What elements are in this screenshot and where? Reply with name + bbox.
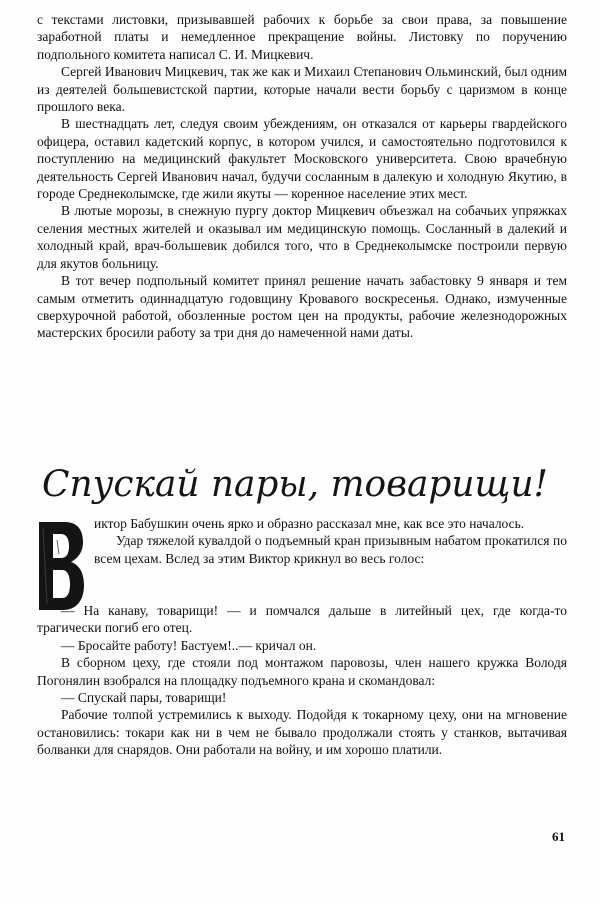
chapter-heading [38, 456, 558, 510]
paragraph: Рабочие толпой устремились к выходу. Подойдя к токарному цеху, они на мгновение остановились: токари как ни в чем не бывало продолжали стоять у станков, вытачивая болванки для снарядов. Они работали на войну, и им хорошо платили. [37, 707, 567, 758]
top-text-block [37, 11, 567, 342]
paragraph-continuation: с текстами листовки, призывавшей рабочих к борьбе за свои права, за повышение заработной платы и немедленное прекращение войны. Листовку по поручению подпольного комитета написал С. И. Мицкевич. [37, 12, 567, 62]
paragraph: В лютые морозы, в снежную пургу доктор Мицкевич объезжал на собачьих упряжках селения местных жителей и оказывал им медицинскую помощь. Сосланный в далекий и холодный край, врач-большевик добился того, что в Среднеколымске построили первую для якутов больницу. [37, 203, 567, 271]
handwritten-heading-art [38, 456, 558, 510]
drop-cap-letter-art [37, 520, 85, 612]
paragraph: В сборном цеху, где стояли под монтажом паровозы, член нашего кружка Володя Погонялин взобрался на площадку подъемного крана и скомандовал: [37, 655, 567, 688]
paragraph: В тот вечер подпольный комитет принял решение начать забастовку 9 января и тем самым отметить одиннадцатую годовщину Кровавого воскресенья. Однако, измученные сверхурочной работой, обозленные ростом цен на продукты, рабочие железнодорожных мастерских бросили работу за три дня до намеченной нами даты. [37, 273, 567, 341]
paragraph: Сергей Иванович Мицкевич, так же как и Михаил Степанович Ольминский, был одним из деятелей большевистской партии, которые начали вести борьбу с царизмом в конце прошлого века. [37, 64, 567, 115]
paragraph: — На канаву, товарищи! — и помчался дальше в литейный цех, где когда-то трагически погиб его отец. [37, 603, 567, 636]
paragraph: В шестнадцать лет, следуя своим убеждениям, он отказался от карьеры гвардейского офицера, оставил кадетский корпус, в котором учился, и самостоятельно подготовился к поступлению на медицинский факультет Московского университета. Свою врачебную деятельность Сергей Иванович начал, будучи сосланным в далекую и холодную Якутию, в городе Среднеколымске, где жили якуты — коренное население этих мест. [37, 116, 567, 202]
heading-text: Спускай пары, товарищи! [42, 464, 548, 505]
page-number: 61 [552, 829, 565, 844]
paragraph: Удар тяжелой кувалдой о подъемный кран призывным набатом прокатился по всем цехам. Вслед за этим Виктор крикнул во весь голос: [94, 533, 567, 566]
paragraph: иктор Бабушкин очень ярко и образно рассказал мне, как все это началось. [94, 516, 525, 531]
bottom-text-block [37, 602, 567, 759]
drop-cap [37, 520, 85, 612]
drop-cap-text-block [94, 515, 567, 567]
paragraph: — Бросайте работу! Бастуем!..— кричал он. [61, 637, 317, 653]
paragraph: — Спускай пары, товарищи! [61, 690, 227, 706]
